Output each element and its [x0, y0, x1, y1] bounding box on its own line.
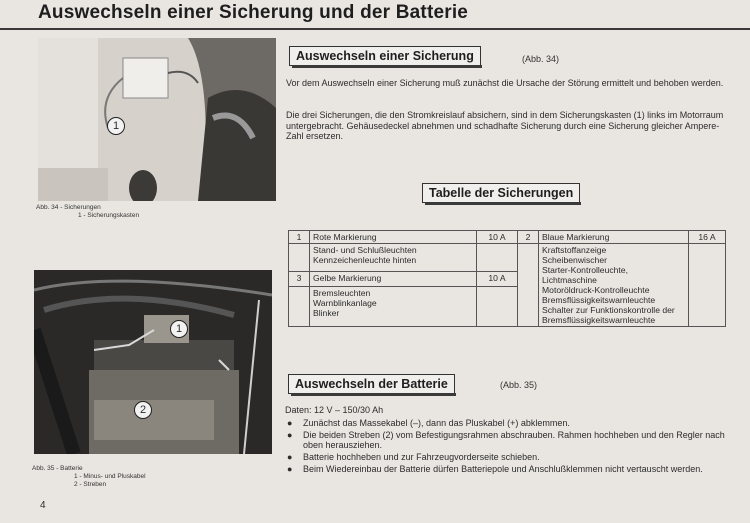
fuse2-marking: Blaue Markierung — [539, 231, 689, 244]
table-row — [289, 231, 726, 244]
list-item: Warnblinkanlage — [313, 298, 377, 309]
list-item: Stand- und Schlußleuchten — [313, 245, 417, 255]
battery-section-heading: Auswechseln der Batterie — [288, 374, 455, 394]
fuse1-number: 1 — [289, 231, 310, 244]
page-title: Auswechseln einer Sicherung und der Batterie — [38, 2, 469, 23]
list-item: Bremsleuchten — [313, 288, 371, 299]
fuse1-marking: Rote Markierung — [310, 231, 477, 244]
fig34-callout-1: 1 — [107, 117, 125, 135]
fuse-paragraph-1: Vor dem Auswechseln einer Sicherung muß zunächst die Ursache der Störung ermittelt und behoben werden. — [286, 78, 724, 88]
fig35-callout-1: 1 — [170, 320, 188, 338]
fuse2-number: 2 — [518, 231, 539, 244]
bullet-icon: ● — [287, 452, 293, 462]
list-item — [285, 418, 725, 428]
list-item — [285, 430, 725, 450]
fig35-photo — [34, 270, 272, 454]
table-row — [289, 244, 726, 272]
step-text: Batterie hochheben und zur Fahrzeugvorderseite schieben. — [303, 452, 540, 462]
fig35-photo-illustration — [34, 270, 272, 454]
fuse-paragraph-2: Die drei Sicherungen, die den Stromkreislauf absichern, sind in dem Sicherungskasten (1) links im Motorraum untergebracht. Gehäusedeckel abnehmen und schadhafte Sicherung durch eine Sicherung gleicher Ampere-Zahl ersetzen. — [286, 110, 724, 141]
battery-data: Daten: 12 V – 150/30 Ah — [285, 405, 384, 415]
fuse3-marking: Gelbe Markierung — [310, 271, 477, 287]
step-text: Zunächst das Massekabel (–), dann das Pluskabel (+) abklemmen. — [303, 418, 570, 428]
step-text: Beim Wiedereinbau der Batterie dürfen Batteriepole und Anschlußklemmen nicht vertauscht werden. — [303, 464, 703, 474]
fuse3-amp: 10 A — [477, 271, 518, 287]
fig35-caption-item: 2 - Streben — [74, 481, 107, 488]
fig34-photo — [38, 38, 276, 201]
list-item: Kennzeichenleuchte hinten — [313, 255, 417, 265]
fig34-caption — [36, 204, 139, 220]
list-item: Blinker — [313, 308, 340, 319]
list-item: Scheibenwischer — [542, 255, 607, 265]
fuse1-amp: 10 A — [477, 231, 518, 244]
fuse2-items — [539, 244, 689, 327]
fuse3-number: 3 — [289, 271, 310, 287]
bullet-icon: ● — [287, 464, 293, 474]
list-item: Bremsflüssigkeitswarnleuchte — [542, 315, 656, 325]
list-item: Kraftstoffanzeige — [542, 245, 607, 255]
page-number: 4 — [40, 500, 46, 511]
list-item: Bremsflüssigkeitswarnleuchte — [542, 295, 656, 305]
bullet-icon: ● — [287, 430, 293, 440]
bullet-icon: ● — [287, 418, 293, 428]
fig34-photo-illustration — [38, 38, 276, 201]
fuse-table-heading: Tabelle der Sicherungen — [422, 183, 580, 203]
fig35-caption-title: Abb. 35 - Batterie — [32, 465, 83, 472]
fuse-section-heading: Auswechseln einer Sicherung — [289, 46, 481, 66]
list-item: Motoröldruck-Kontrolleuchte — [542, 285, 650, 295]
fuse2-amp: 16 A — [689, 231, 726, 244]
list-item: Starter-Kontrolleuchte, Lichtmaschine — [542, 265, 628, 285]
fig34-caption-title: Abb. 34 - Sicherungen — [36, 204, 101, 211]
fuse-section-ref: (Abb. 34) — [522, 54, 560, 64]
fuse3-items — [310, 287, 477, 327]
list-item: Schalter zur Funktionskontrolle der — [542, 305, 675, 315]
step-text: Die beiden Streben (2) vom Befestigungsrahmen abschrauben. Rahmen hochheben und den Regler nach oben herausziehen. — [303, 430, 725, 450]
battery-section-ref: (Abb. 35) — [500, 380, 538, 390]
title-rule — [0, 28, 750, 30]
list-item — [285, 452, 725, 462]
fig35-callout-2: 2 — [134, 401, 152, 419]
fig35-caption-item: 1 - Minus- und Pluskabel — [74, 473, 146, 480]
fuse1-items — [310, 244, 477, 272]
fig34-caption-item: 1 - Sicherungskasten — [78, 212, 140, 219]
battery-steps — [285, 418, 725, 476]
fig35-caption — [32, 465, 146, 489]
list-item — [285, 464, 725, 474]
fuse-table — [288, 230, 726, 327]
